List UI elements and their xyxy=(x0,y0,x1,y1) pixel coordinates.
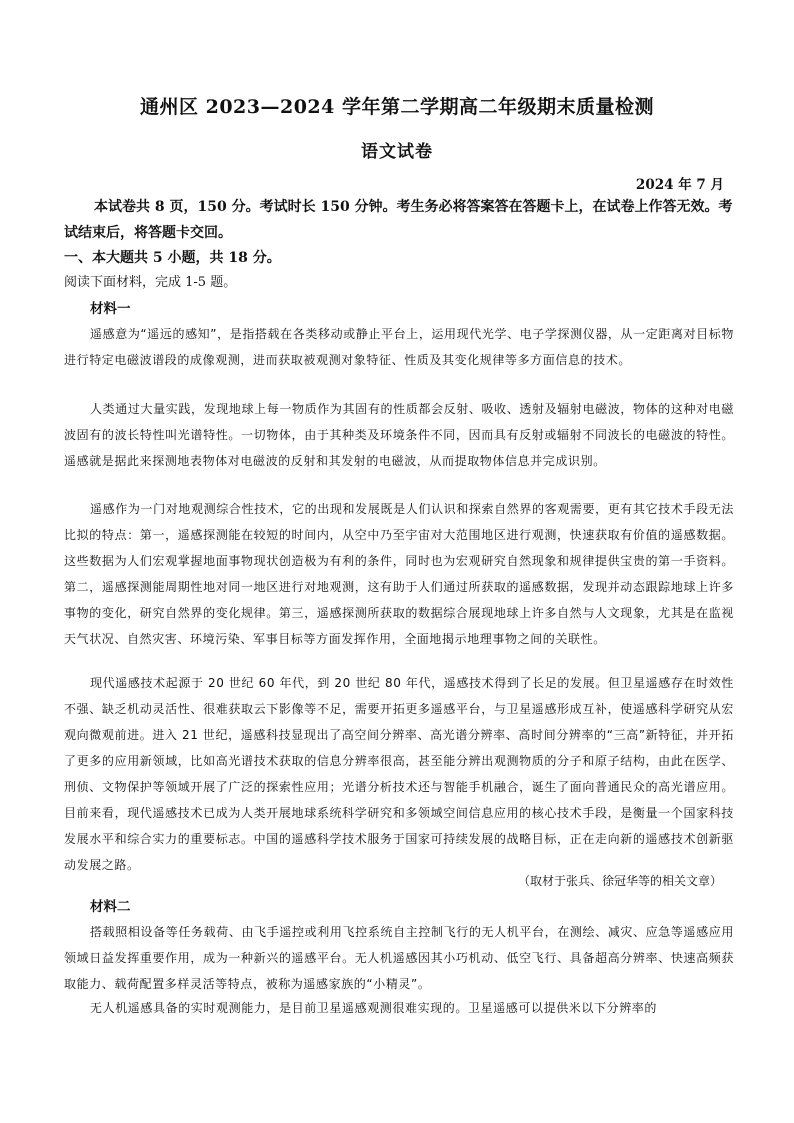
material1-paragraph: 人类通过大量实践，发现地球上每一物质作为其固有的性质都会反射、吸收、透射及辐射电磁波，物体的这种对电磁波固有的波长特性叫光谱特性。一切物体，由于其种类及环境条件不同，因而具有反射或辐射不同波长的电磁波的特性。遥感就是据此来探测地表物体对电磁波的反射和其发射的电磁波，从而提取物体信息并完成识别。 xyxy=(64,402,734,468)
exam-subject: 语文试卷 xyxy=(361,142,433,162)
material1-paragraph: 遥感作为一门对地观测综合性技术，它的出现和发展既是人们认识和探索自然界的客观需要，更有其它技术手段无法比拟的特点：第一，遥感探测能在较短的时间内，从空中乃至宇宙对大范围地区进行观测，快速获取有价值的遥感数据。这些数据为人们宏观掌握地面事物现状创造极为有利的条件，同时也为宏观研究自然现象和规律提供宝贵的第一手资料。第二，遥感探测能周期性地对同一地区进行对地观测，这有助于人们通过所获取的遥感数据，发现并动态跟踪地球上许多事物的变化，研究自然界的变化规律。第三，遥感探测所获取的数据综合展现地球上许多自然与人文现象，尤其是在监视天气状况、自然灾害、环境污染、军事目标等方面发挥作用，全面地揭示地理事物之间的关联性。 xyxy=(64,502,734,646)
material2-paragraph: 无人机遥感具备的实时观测能力，是目前卫星遥感观测很难实现的。卫星遥感可以提供米以下分辨率的 xyxy=(90,1001,658,1015)
material1-heading: 材料一 xyxy=(90,301,131,317)
material2-paragraph: 搭载照相设备等任务载荷、由飞手遥控或利用飞控系统自主控制飞行的无人机平台，在测绘、减灾、应急等遥感应用领域日益发挥重要作用，成为一种新兴的遥感平台。无人机遥感因其小巧机动、低空飞行、具备超高分辨率、快速高频获取能力、载荷配置多样灵活等特点，被称为遥感家族的“小精灵”。 xyxy=(64,925,734,991)
material1-source: （取材于张兵、徐冠华等的相关文章） xyxy=(517,874,722,888)
exam-notice: 本试卷共 8 页，150 分。考试时长 150 分钟。考生务必将答案答在答题卡上，在试卷上作答无效。考试结束后，将答题卡交回。 xyxy=(64,199,733,241)
section-heading: 一、本大题共 5 小题，共 18 分。 xyxy=(64,250,281,266)
exam-title: 通州区 2023—2024 学年第二学期高二年级期末质量检测 xyxy=(140,96,654,118)
material2-heading: 材料二 xyxy=(90,899,131,915)
material1-paragraph: 遥感意为“遥远的感知”，是指搭载在各类移动或静止平台上，运用现代光学、电子学探测仪器，从一定距离对目标物进行特定电磁波谱段的成像观测，进而获取被观测对象特征、性质及其变化规律等多方面信息的技术。 xyxy=(64,327,734,367)
section-instruction: 阅读下面材料，完成 1-5 题。 xyxy=(64,275,237,290)
exam-date: 2024 年 7 月 xyxy=(635,177,724,193)
material1-paragraph: 现代遥感技术起源于 20 世纪 60 年代，到 20 世纪 80 年代，遥感技术得到了长足的发展。但卫星遥感存在时效性不强、缺乏机动灵活性、很难获取云下影像等不足，需要开拓更多遥感平台，与卫星遥感形成互补，使遥感科学研究从宏观向微观前进。进入 21 世纪，遥感科技显现出了高空间分辨率、高光谱分辨率、高时间分辨率的“三高”新特征，并开拓了更多的应用新领域，比如高光谱技术获取的信息分辨率很高，甚至能分辨出观测物质的分子和原子结构，由此在医学、刑侦、文物保护等领域开展了广泛的探索性应用；光谱分析技术还与智能手机融合，诞生了面向普通民众的高光谱应用。目前来看，现代遥感技术已成为人类开展地球系统科学研究和多领域空间信息应用的核心技术手段，是衡量一个国家科技发展水平和综合实力的重要标志。中国的遥感科学技术服务于国家可持续发展的战略目标，正在走向新的遥感技术创新驱动发展之路。 xyxy=(64,676,734,872)
